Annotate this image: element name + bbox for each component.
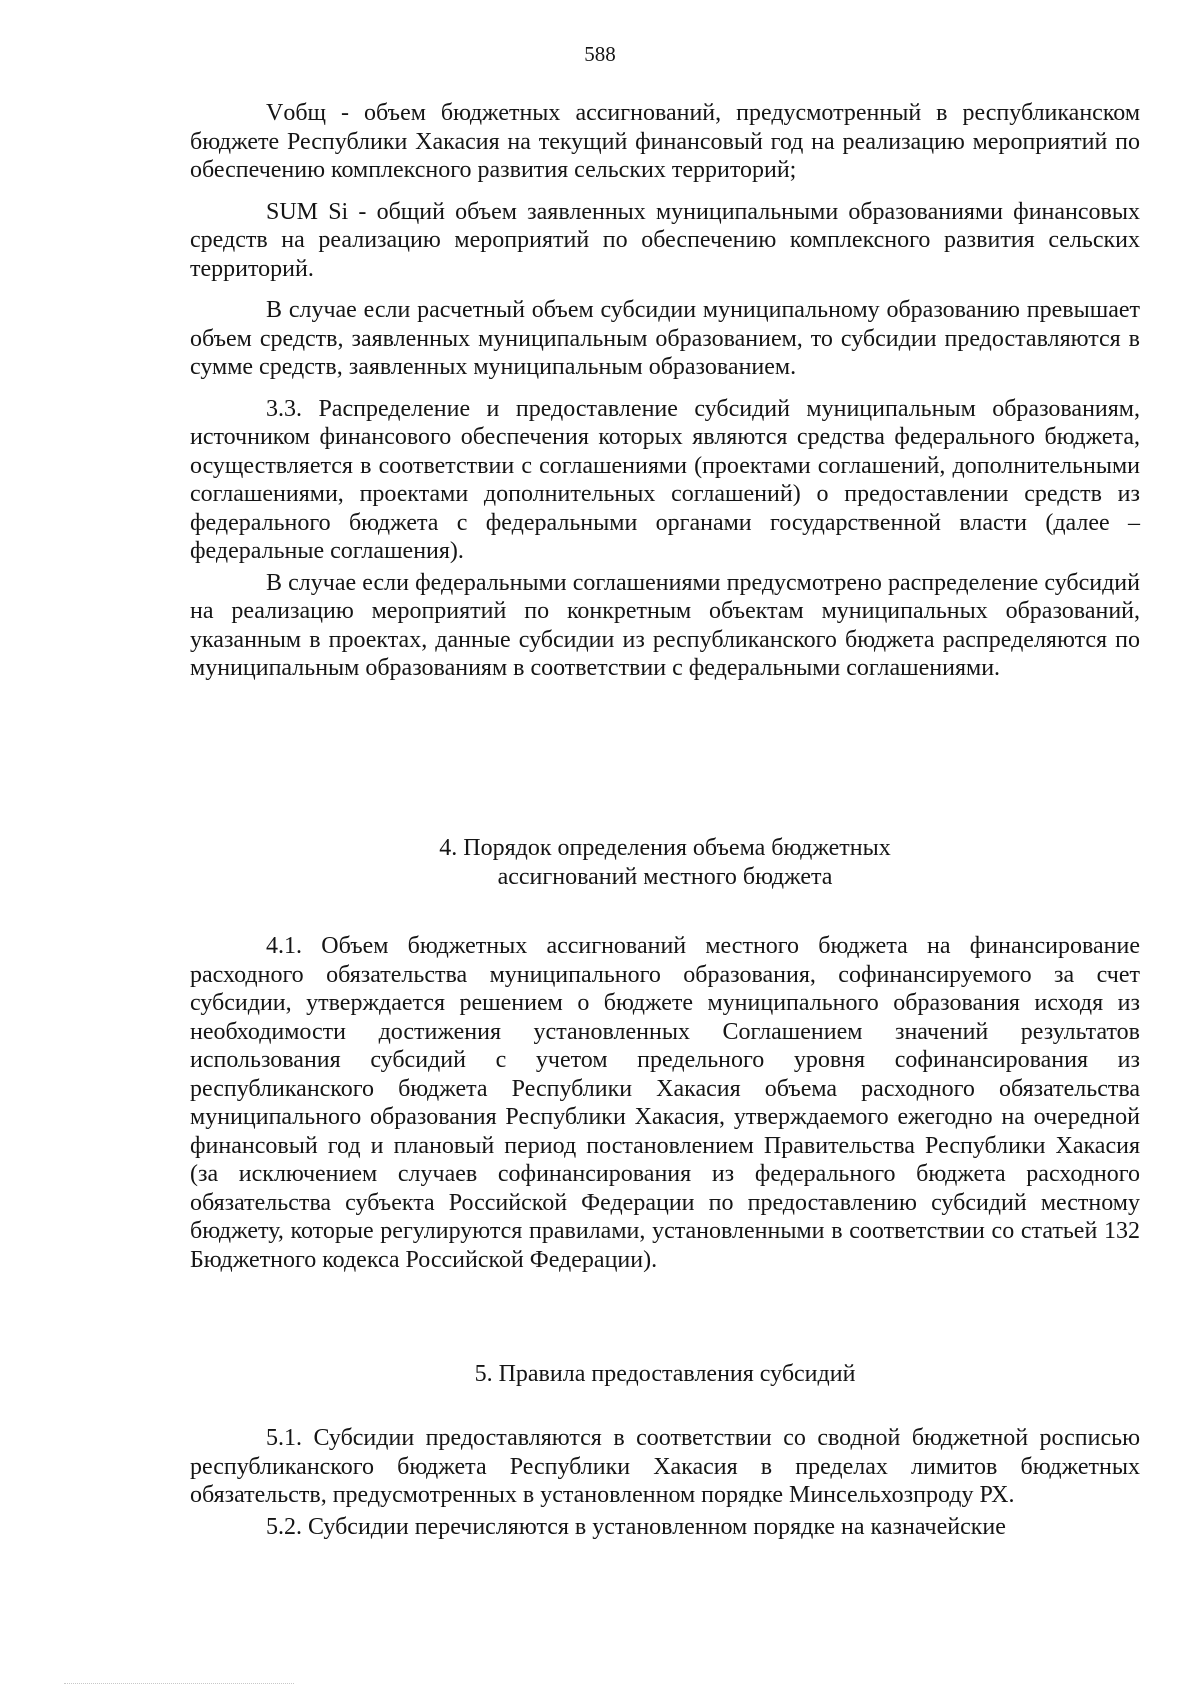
section-4-body bbox=[190, 932, 1140, 1274]
section-5-body bbox=[190, 1424, 1140, 1541]
section-4-heading-line-2: ассигнований местного бюджета bbox=[497, 864, 833, 890]
page-number: 588 bbox=[584, 42, 616, 66]
section-4-heading-line-1: 4. Порядок определения объема бюджетных bbox=[439, 835, 891, 861]
scan-noise-artifact bbox=[64, 1683, 294, 1685]
paragraph-4-1: 4.1. Объем бюджетных ассигнований местного бюджета на финансирование расходного обязательства муниципального образования, софинансируемого за счет субсидии, утверждается решением о бюджете муниципального образования исходя из необходимости достижения установленных Соглашением значений результатов использования субсидий с учетом предельного уровня софинансирования из республиканского бюджета Республики Хакасия объема расходного обязательства муниципального образования Республики Хакасия, утверждаемого ежегодно на очередной финансовый год и плановый период постановлением Правительства Республики Хакасия (за исключением случаев софинансирования из федерального бюджета расходного обязательства субъекта Российской Федерации по предоставлению субсидий местному бюджету, которые регулируются правилами, установленными в соответствии со статьей 132 Бюджетного кодекса Российской Федерации). bbox=[190, 933, 1140, 1273]
paragraph-federal-agreements: В случае если федеральными соглашениями предусмотрено распределение субсидий на реализацию мероприятий по конкретным объектам муниципальных образований, указанным в проектах, данные субсидии из республиканского бюджета распределяются по муниципальным образованиям в соответствии с федеральными соглашениями. bbox=[190, 569, 1140, 681]
paragraph-sum-si-definition: SUM Si - общий объем заявленных муниципальными образованиями финансовых средств на реализацию мероприятий по обеспечению комплексного развития сельских территорий. bbox=[190, 198, 1140, 282]
paragraph-vobsh-definition: Vобщ - объем бюджетных ассигнований, предусмотренный в республиканском бюджете Республики Хакасия на текущий финансовый год на реализацию мероприятий по обеспечению комплексного развития сельских территорий; bbox=[190, 100, 1140, 183]
text-block-formula-definitions bbox=[190, 99, 1140, 683]
paragraph-5-1: 5.1. Субсидии предоставляются в соответствии со сводной бюджетной росписью республиканского бюджета Республики Хакасия в пределах лимитов бюджетных обязательств, предусмотренных в установленном порядке Минсельхозпроду РХ. bbox=[190, 1425, 1140, 1508]
section-5-heading: 5. Правила предоставления субсидий bbox=[474, 1361, 856, 1387]
paragraph-5-2: 5.2. Субсидии перечисляются в установленном порядке на казначейские bbox=[266, 1513, 1006, 1540]
section-4-heading bbox=[190, 834, 1140, 892]
paragraph-excess-subsidy: В случае если расчетный объем субсидии муниципальному образованию превышает объем средств, заявленных муниципальным образованием, то субсидии предоставляются в сумме средств, заявленных муниципальным образованием. bbox=[190, 297, 1140, 380]
paragraph-3-3: 3.3. Распределение и предоставление субсидий муниципальным образованиям, источником финансового обеспечения которых являются средства федерального бюджета, осуществляется в соответствии с соглашениями (проектами соглашений, дополнительными соглашениями, проектами дополнительных соглашений) о предоставлении средств из федерального бюджета с федеральными органами государственной власти (далее – федеральные соглашения). bbox=[190, 395, 1140, 564]
